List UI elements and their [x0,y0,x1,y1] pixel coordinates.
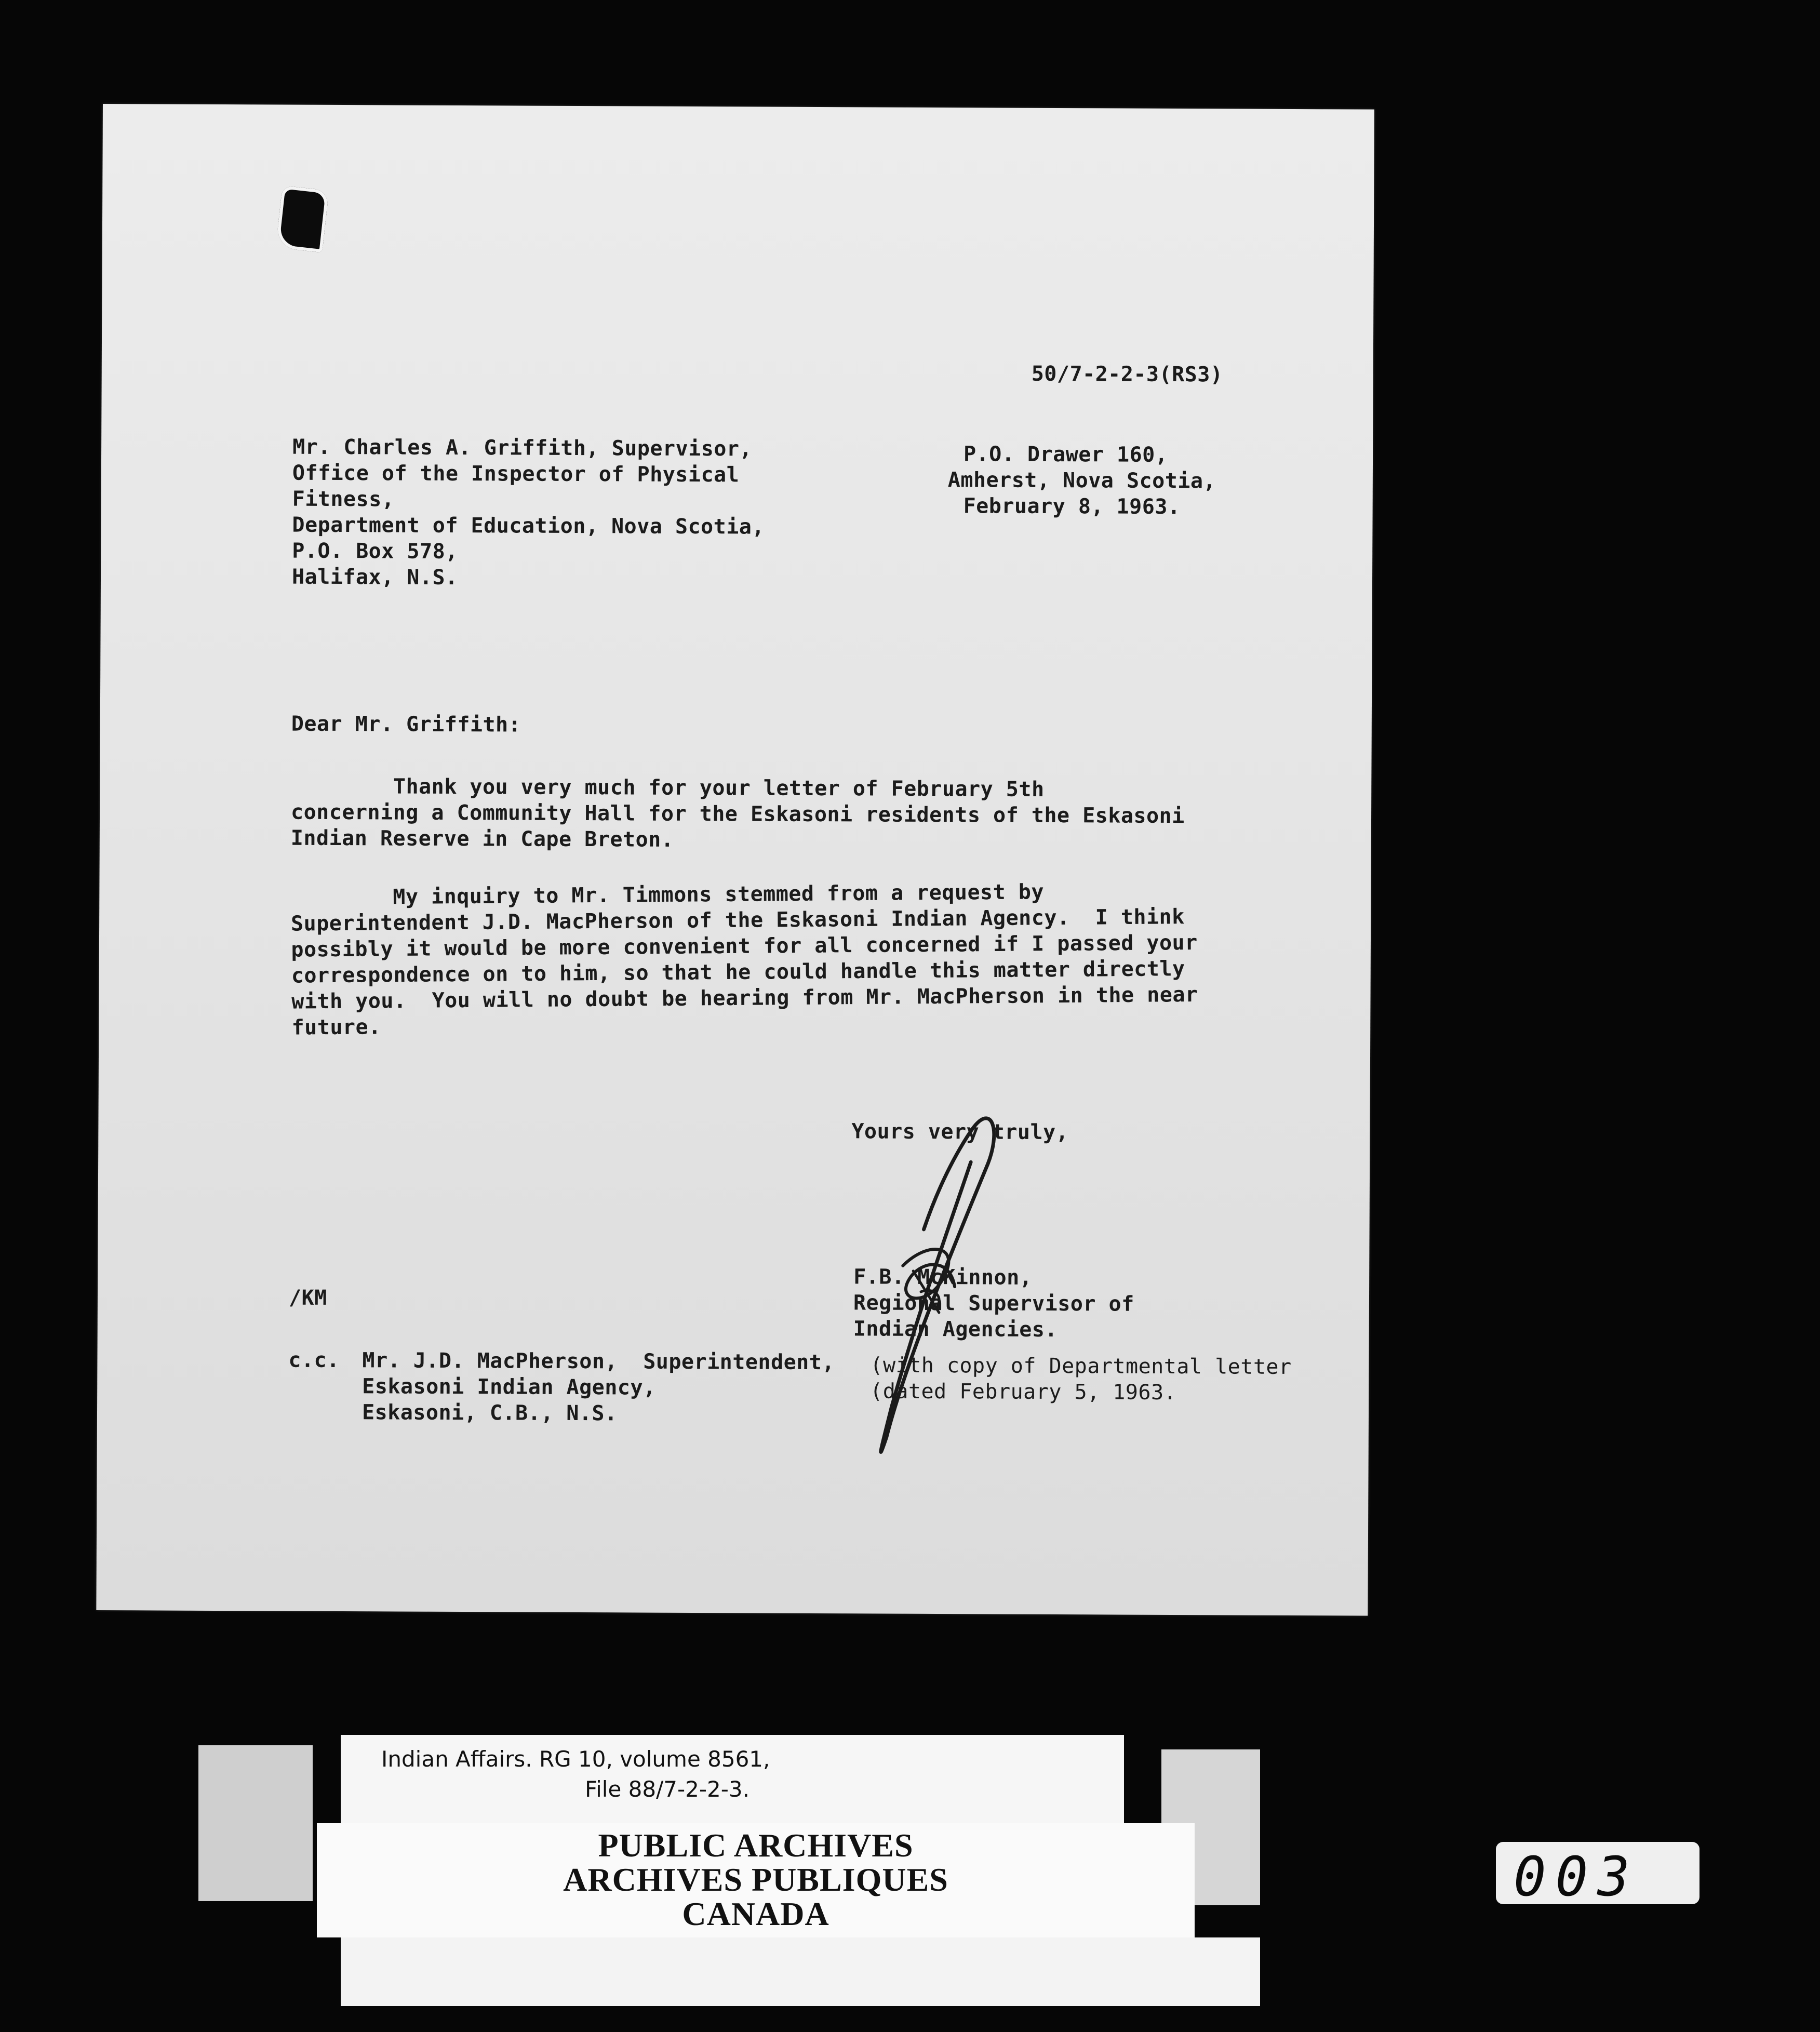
signatory-line: Regional Supervisor of [853,1291,1134,1316]
paragraph-line: My inquiry to Mr. Timmons stemmed from a request by [290,880,1045,910]
paragraph-line: possibly it would be more convenient for all concerned if I passed your [291,930,1198,962]
address-line: Department of Education, Nova Scotia, [292,513,765,539]
letter-sheet [96,104,1374,1616]
cc-note-line: (with copy of Departmental letter [870,1353,1292,1380]
paragraph-line: correspondence on to him, so that he could handle this matter directly [291,957,1185,988]
cc-note-line: (dated February 5, 1963. [870,1379,1177,1405]
address-line: Halifax, N.S. [291,565,458,590]
punch-hole [276,185,329,252]
address-line: Mr. Charles A. Griffith, Supervisor, [292,435,753,461]
paragraph-line: with you. You will no doubt be hearing from Mr. MacPherson in the near [291,982,1198,1014]
reference-line: Indian Affairs. RG 10, volume 8561, [381,1746,770,1772]
typist-initials: /KM [288,1286,327,1310]
slate-base [341,1937,1260,2006]
file-reference: 50/7-2-2-3(RS3) [1031,362,1223,387]
address-line: Office of the Inspector of Physical [292,461,740,487]
cc-line: Mr. J.D. MacPherson, Superintendent, [362,1348,835,1375]
paragraph-line: Superintendent J.D. MacPherson of the Eskasoni Indian Agency. I think [290,905,1185,936]
closing: Yours very truly, [851,1119,1069,1145]
institution-line: ARCHIVES PUBLIQUES [563,1861,948,1898]
address-line: Fitness, [292,487,395,512]
sender-line: P.O. Drawer 160, [963,442,1168,467]
frame-number: 003 [1514,1845,1639,1908]
sender-line: February 8, 1963. [963,494,1181,519]
slate-post-left [198,1745,313,1901]
cc-label: c.c. [288,1348,340,1373]
archive-institution-plate [317,1823,1195,1937]
cc-line: Eskasoni Indian Agency, [362,1374,656,1400]
address-line: P.O. Box 578, [292,539,458,564]
institution-line: PUBLIC ARCHIVES [598,1827,914,1864]
cc-line: Eskasoni, C.B., N.S. [362,1400,618,1426]
frame-counter [1496,1842,1699,1908]
sender-line: Amherst, Nova Scotia, [947,468,1216,493]
paragraph-line: Thank you very much for your letter of February 5th [291,774,1045,801]
signatory-line: F.B. McKinnon, [853,1265,1033,1290]
paragraph-line: future. [291,1015,381,1040]
institution-line: CANADA [682,1895,829,1932]
paragraph-line: Indian Reserve in Cape Breton. [290,826,674,852]
paragraph-line: concerning a Community Hall for the Eskasoni residents of the Eskasoni [290,800,1185,828]
salutation: Dear Mr. Griffith: [291,712,521,737]
archive-reference-label [341,1735,1124,1826]
signatory-line: Indian Agencies. [853,1317,1058,1342]
reference-line: File 88/7-2-2-3. [585,1776,750,1802]
